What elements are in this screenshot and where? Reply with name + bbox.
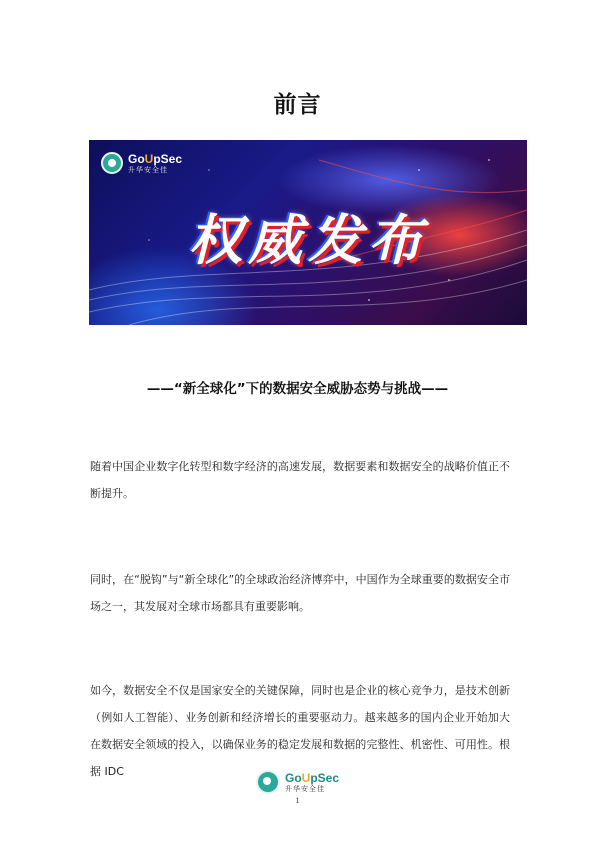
paragraph-1: 随着中国企业数字化转型和数字经济的高速发展，数据要素和数据安全的战略价值正不断提升。 (90, 460, 510, 500)
goupsec-logo-icon (256, 770, 280, 794)
footer-logo (0, 770, 595, 794)
section-subtitle: ——“新全球化”下的数据安全威胁态势与挑战—— (146, 381, 449, 397)
page-title: 前言 (273, 92, 322, 118)
paragraph-2: 同时，在“脱钩”与“新全球化”的全球政治经济博弈中，中国作为全球重要的数据安全市场之一，其发展对全球市场都具有重要影响。 (90, 573, 510, 613)
footer-brand-sub: 升华安全佳 (284, 784, 325, 793)
footer-brand-name: GoUpSec (284, 770, 340, 785)
banner-image (89, 140, 527, 325)
page-number: 1 (295, 796, 300, 805)
paragraph-3: 如今，数据安全不仅是国家安全的关键保障，同时也是企业的核心竞争力，是技术创新（例如人工智能）、业务创新和经济增长的重要驱动力。越来越多的国内企业开始加大在数据安全领域的投入，以确保业务的稳定发展和数据的完整性、机密性、可用性。根据 IDC (90, 684, 510, 778)
banner-brand-sub: 升华安全佳 (128, 165, 168, 174)
banner-logo (101, 152, 182, 174)
banner-headline: 权威发布 (188, 209, 428, 272)
banner-brand-name: GoUpSec (128, 151, 183, 166)
goupsec-logo-icon (101, 152, 123, 174)
